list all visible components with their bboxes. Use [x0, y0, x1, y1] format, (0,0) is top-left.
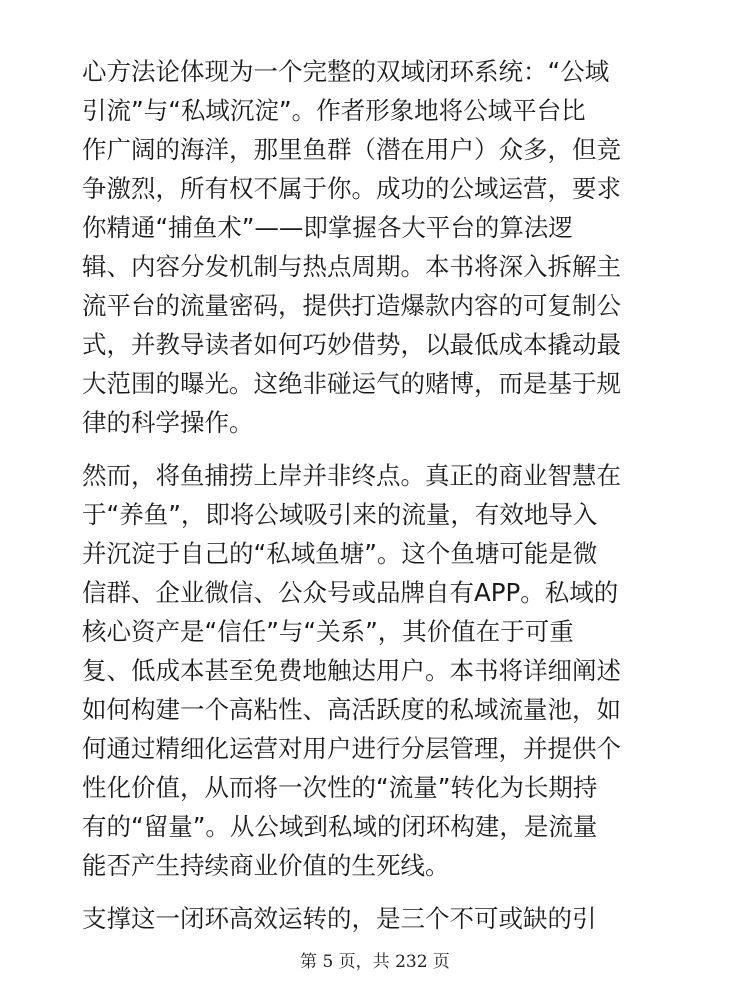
text-line: 能否产生持续商业价值的生死线。 [82, 851, 450, 880]
text-line: 律的科学操作。 [82, 408, 254, 437]
text-line: 作广阔的海洋，那里鱼群（潜在用户）众多，但竞 [82, 135, 621, 164]
text-line: 性化价值，从而将一次性的“流量”转化为长期持 [82, 773, 598, 802]
text-line: 核心资产是“信任”与“关系”，其价值在于可重 [82, 617, 574, 646]
text-line: 何通过精细化运营对用户进行分层管理，并提供个 [82, 734, 621, 763]
text-line: 信群、企业微信、公众号或品牌自有APP。私域的 [82, 578, 619, 607]
text-line: 引流”与“私域沉淀”。作者形象地将公域平台比 [82, 96, 586, 125]
text-line: 流平台的流量密码，提供打造爆款内容的可复制公 [82, 291, 621, 320]
text-line: 你精通“捕鱼术”——即掌握各大平台的算法逻 [82, 213, 573, 242]
text-line: 并沉淀于自己的“私域鱼塘”。这个鱼塘可能是微 [82, 539, 598, 568]
text-line: 心方法论体现为一个完整的双域闭环系统：“公域 [82, 57, 610, 86]
paragraph-3 [82, 899, 672, 938]
text-line: 争激烈，所有权不属于你。成功的公域运营，要求 [82, 174, 621, 203]
text-line: 大范围的曝光。这绝非碰运气的赌博，而是基于规 [82, 369, 621, 398]
text-line: 于“养鱼”，即将公域吸引来的流量，有效地导入 [82, 500, 598, 529]
body-text [82, 52, 672, 938]
page-number-footer: 第 5 页，共 232 页 [300, 952, 450, 972]
text-line: 有的“留量”。从公域到私域的闭环构建，是流量 [82, 812, 598, 841]
text-line: 辑、内容分发机制与热点周期。本书将深入拆解主 [82, 252, 621, 281]
text-line: 复、低成本甚至免费地触达用户。本书将详细阐述 [82, 656, 621, 685]
paragraph-gap [82, 442, 672, 456]
text-line: 如何构建一个高粘性、高活跃度的私域流量池，如 [82, 695, 621, 724]
paragraph-2 [82, 456, 672, 885]
paragraph-gap [82, 885, 672, 899]
text-line: 然而，将鱼捕捞上岸并非终点。真正的商业智慧在 [82, 461, 621, 490]
text-line: 式，并教导读者如何巧妙借势，以最低成本撬动最 [82, 330, 621, 359]
paragraph-1 [82, 52, 672, 442]
text-line: 支撑这一闭环高效运转的，是三个不可或缺的引 [82, 904, 597, 933]
